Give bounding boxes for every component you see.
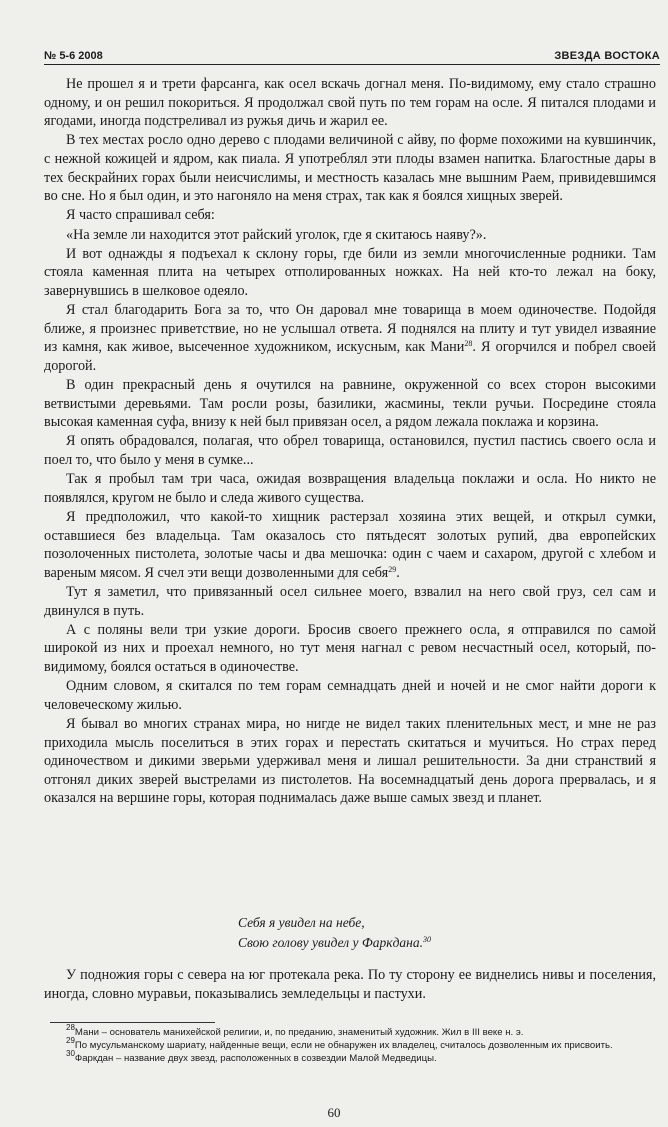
paragraph: А с поляны вели три узкие дороги. Бросив своего прежнего осла, я отправился по самой широкой из них и проехал немного, но тут меня нагнал с ревом несчастный осел, который, по-видимому, боялся остаться в одиночестве. [44,621,656,675]
footnote-number: 28 [66,1023,75,1032]
page-number: 60 [327,1105,341,1120]
paragraph: Я часто спрашивал себя: [66,207,215,224]
verse-line: Себя я увидел на небе, [238,915,365,930]
footnote-text: Мани – основатель манихейской религии, и, по преданию, знаменитый художник. Жил в III веке н. э. [74,1027,524,1038]
footnote-ref-28[interactable]: 28 [464,339,473,349]
paragraph [44,508,656,582]
footnote [44,1023,656,1039]
footnote-ref-29[interactable]: 29 [388,564,397,574]
paragraph-text: Я стал благодарить Бога за то, что Он даровал мне товарища в моем одиночестве. Подойдя ближе, я произнес приветствие, но не услышал ответа. Я поднялся на плиту и тут увидел изваяние из камня, как живое, высеченное художником, искусным, как Мани [44,302,656,356]
verse-line [238,933,431,953]
issue-number: № 5-6 2008 [44,50,103,62]
journal-title: ЗВЕЗДА ВОСТОКА [554,50,660,62]
footnote-text: Фаркдан – название двух звезд, расположенных в созвездии Малой Медведицы. [74,1053,437,1064]
paragraph [44,301,656,375]
paragraph: «На земле ли находится этот райский уголок, где я скитаюсь наяву?». [66,226,487,243]
footnote-text: По мусульманскому шариату, найденные вещи, если не обнаружен их владелец, считалось дозволенным их присвоить. [74,1040,613,1051]
text-after-verse [44,966,656,1004]
paragraph: Тут я заметил, что привязанный осел сильнее моего, взвалил на него свой груз, сел сам и двинулся в путь. [44,583,656,619]
paragraph-tail: . [396,564,400,581]
footnotes [44,1023,656,1065]
footnote-number: 30 [66,1049,75,1058]
paragraph: Одним словом, я скитался по тем горам семнадцать дней и ночей и не смог найти дороги к человеческому жилью. [44,678,656,713]
paragraph: Я опять обрадовался, полагая, что обрел товарища, остановился, пустил пастись своего осла и поел то, что было у меня в сумке... [44,433,656,469]
paragraph: И вот однажды я подъехал к склону горы, где били из земли многочисленные родники. Там стояла каменная плита на четырех отполированных ножках. На ней кто-то лежал на боку, завернувшись в шелковое одеяло. [44,245,656,299]
paragraph-tail: . Я огорчился и побрел своей дорогой. [44,339,656,374]
paragraph-text: Я предположил, что какой-то хищник растерзал хозяина этих вещей, и открыл сумки, оставшиеся без владельца. Там оказалось сто пятьдесят золотых рупий, два европейских позолоченных пистолета, золотые часы и два мешочка: один с чаем и сахаром, другой с хлебом и вареным мясом. Я счел эти вещи дозволенными для себя [44,509,656,581]
paragraph: В один прекрасный день я очутился на равнине, окруженной со всех сторон высокими ветвистыми деревьями. Там росли розы, базилики, жасмины, текли ручьи. Посредине стояла высокая каменная суфа, внизу к ней был привязан осел, а рядом лежала поклажа и корзина. [44,377,656,431]
paragraph: В тех местах росло одно дерево с плодами величиной с айву, по форме похожими на кувшинчик, с нежной кожицей и ядром, как пиала. Я употреблял эти плоды взамен напитка. Благостные дары в тех бескрайних горах были неисчислимы, и местность казалась мне вышним Раем, привидевшимся во сне. Но я был один, и это нагоняло на меня страх, так как я боялся хищных зверей. [44,132,656,205]
paragraph: Я бывал во многих странах мира, но нигде не видел таких пленительных мест, и мне не раз приходила мысль поселиться в этих горах и перестать скитаться и мучиться. Но страх перед одиночеством и дикими зверьми удерживал меня и лишал решительности. За дни странствий я отгонял диких зверей выстрелами из пистолетов. На восемнадцатый день дорога прервалась, и я оказался на вершине горы, которая поднималась даже выше самых звезд и планет. [44,715,656,807]
footnote-ref-30[interactable]: 30 [423,935,431,944]
footnote [44,1036,656,1052]
paragraph: У подножия горы с севера на юг протекала река. По ту сторону ее виднелись нивы и поселения, иногда, словно муравьи, показывались земледельцы и пастухи. [44,967,656,1002]
running-header [44,46,660,65]
main-text [44,75,656,808]
paragraph: Не прошел я и трети фарсанга, как осел вскачь догнал меня. По-видимому, ему стало страшно одному, и он решил покориться. Я продолжал свой путь по тем горам на осле. Я питался плодами и ягодами, иногда подстреливал из ружья дичь и жарил ее. [44,76,656,130]
verse-line-text: Свою голову увидел у Фаркдана. [238,935,423,950]
paragraph: Так я пробыл там три часа, ожидая возвращения владельца поклажи и осла. Но никто не появлялся, кругом не было и следа живого существа. [44,471,656,506]
footnote [44,1049,656,1065]
footnote-number: 29 [66,1036,75,1045]
verse [238,913,431,953]
